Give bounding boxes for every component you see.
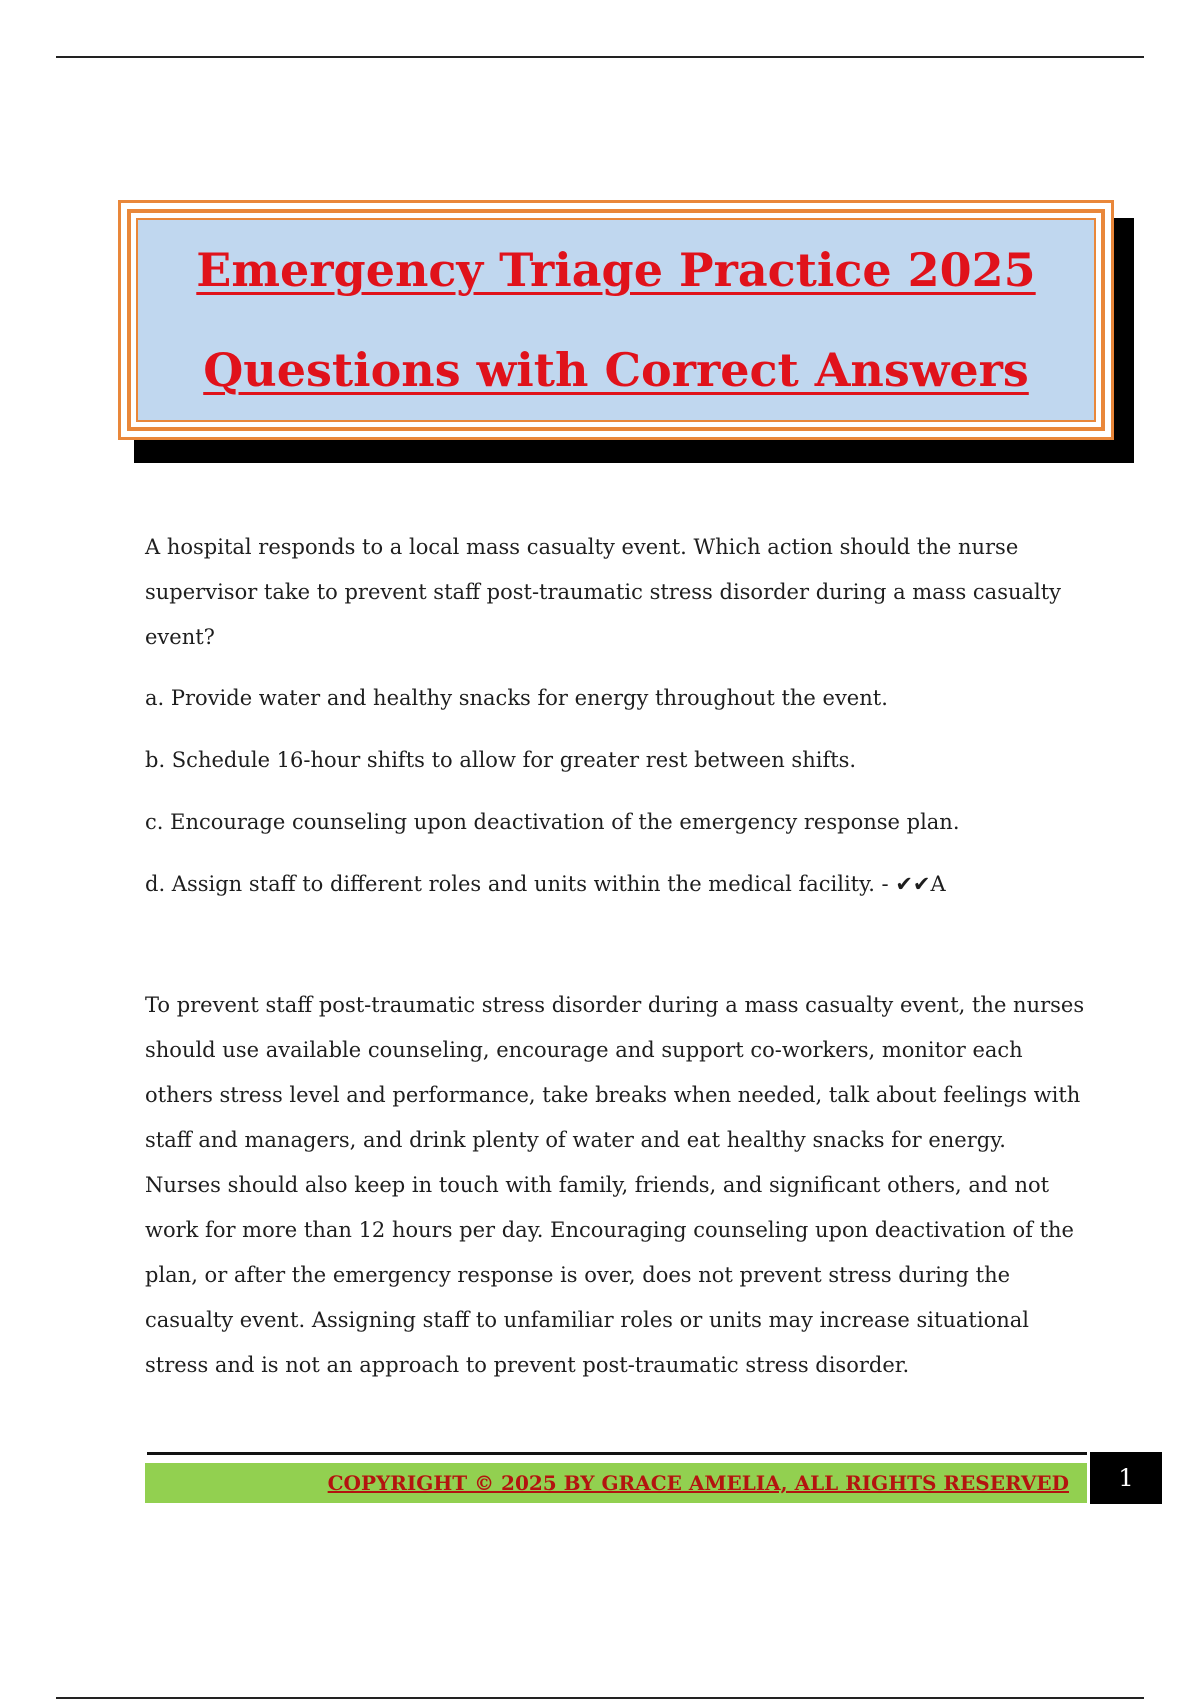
option-c: c. Encourage counseling upon deactivation of the emergency response plan. [145,810,960,834]
option-a: a. Provide water and healthy snacks for energy throughout the event. [145,686,888,710]
title-box [118,200,1114,440]
question-text: A hospital responds to a local mass casualty event. Which action should the nurse supervisor take to prevent staff post-traumatic stress disorder during a mass casualty event? [145,535,1062,649]
document-content [145,525,1085,1409]
page-number: 1 [1090,1452,1162,1504]
title-box-inner-border [127,209,1105,431]
answer-explanation: To prevent staff post-traumatic stress disorder during a mass casualty event, the nurses should use available counseling, encourage and support co-workers, monitor each others stress level and performance, take breaks when needed, talk about feelings with staff and managers, and drink plenty of water and eat healthy snacks for energy. Nurses should also keep in touch with family, friends, and significant others, and not work for more than 12 hours per day. Encouraging counseling upon deactivation of the plan, or after the emergency response is over, does not prevent stress during the casualty event. Assigning staff to unfamiliar roles or units may increase situational stress and is not an approach to prevent post-traumatic stress disorder. [145,993,1085,1377]
copyright-notice: COPYRIGHT © 2025 BY GRACE AMELIA, ALL RIGHTS RESERVED [327,1471,1069,1495]
title-box-fill [136,218,1096,422]
option-b: b. Schedule 16-hour shifts to allow for greater rest between shifts. [145,748,857,772]
footer-rule [147,1452,1087,1455]
bottom-rule [56,1697,1144,1699]
title-line-2: Questions with Correct Answers [203,343,1029,397]
option-d-answer: d. Assign staff to different roles and units within the medical facility. - ✔✔A [145,872,946,896]
footer-bar [145,1463,1087,1503]
top-rule [56,56,1144,58]
title-line-1: Emergency Triage Practice 2025 [196,243,1036,297]
